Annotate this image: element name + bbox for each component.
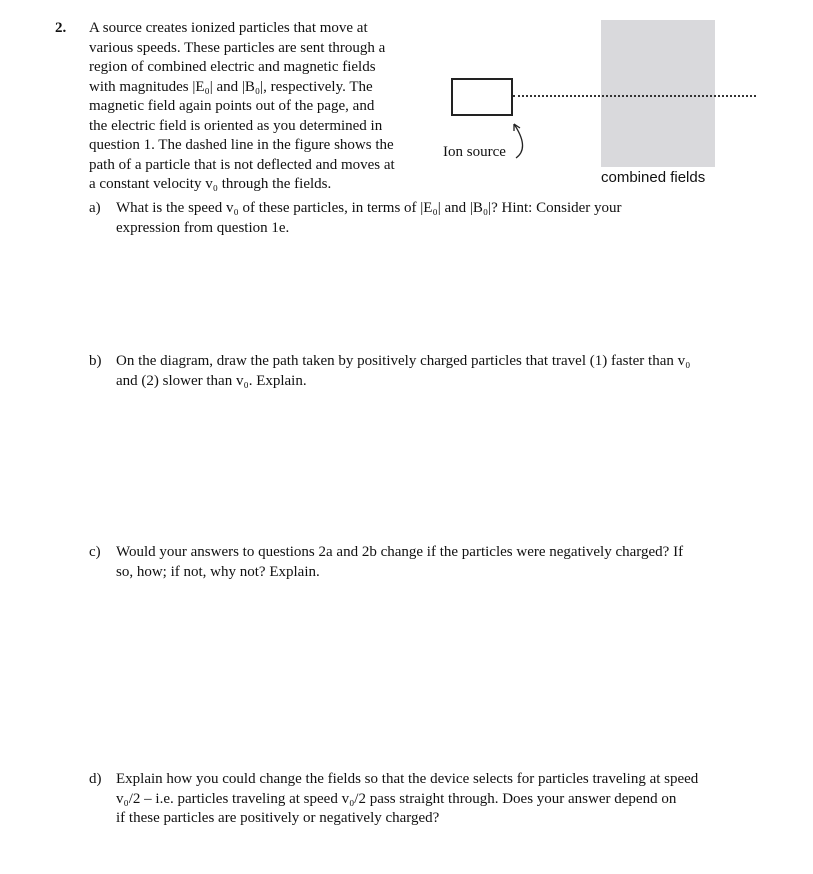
part-line: and (2) slower than v₀. Explain. bbox=[116, 372, 307, 389]
part-line: On the diagram, draw the path taken by positively charged particles that travel (1) faster than v₀ bbox=[116, 353, 691, 369]
part-line: v₀/2 – i.e. particles traveling at speed v₀/2 pass straight through. Does your answer depend on bbox=[116, 790, 677, 807]
intro-line: question 1. The dashed line in the figure shows the bbox=[89, 137, 394, 153]
part-line: Would your answers to questions 2a and 2b change if the particles were negatively charged? If bbox=[116, 544, 684, 560]
combined-fields-region bbox=[601, 20, 715, 167]
part-label: b) bbox=[89, 353, 102, 369]
part-line: Explain how you could change the fields so that the device selects for particles traveling at speed bbox=[116, 771, 699, 787]
intro-line: with magnitudes |E₀| and |B₀|, respectively. The bbox=[89, 78, 373, 95]
part-line: if these particles are positively or negatively charged? bbox=[116, 810, 440, 826]
question-intro bbox=[89, 19, 439, 195]
intro-line: the electric field is oriented as you determined in bbox=[89, 117, 383, 134]
intro-line: magnetic field again points out of the page, and bbox=[89, 98, 375, 114]
part-line: expression from question 1e. bbox=[116, 219, 290, 236]
part-line: so, how; if not, why not? Explain. bbox=[116, 563, 320, 580]
part-line: What is the speed v₀ of these particles, in terms of |E₀| and |B₀|? Hint: Consider your bbox=[116, 200, 622, 216]
intro-line: A source creates ionized particles that move at bbox=[89, 20, 368, 36]
ion-source-label: Ion source bbox=[443, 144, 506, 160]
intro-line: region of combined electric and magnetic fields bbox=[89, 59, 376, 75]
part-label: d) bbox=[89, 771, 102, 787]
intro-line: path of a particle that is not deflected and moves at bbox=[89, 156, 395, 173]
part-label: c) bbox=[89, 544, 101, 560]
question-number: 2. bbox=[55, 20, 67, 36]
ion-source-box bbox=[451, 78, 513, 116]
combined-fields-label: combined fields bbox=[601, 169, 706, 186]
undeflected-path-dashed-line bbox=[513, 95, 756, 97]
intro-line: various speeds. These particles are sent through a bbox=[89, 39, 386, 56]
pointer-arrow-icon bbox=[508, 120, 532, 160]
intro-line: a constant velocity v₀ through the fields. bbox=[89, 176, 332, 192]
part-label: a) bbox=[89, 200, 101, 216]
